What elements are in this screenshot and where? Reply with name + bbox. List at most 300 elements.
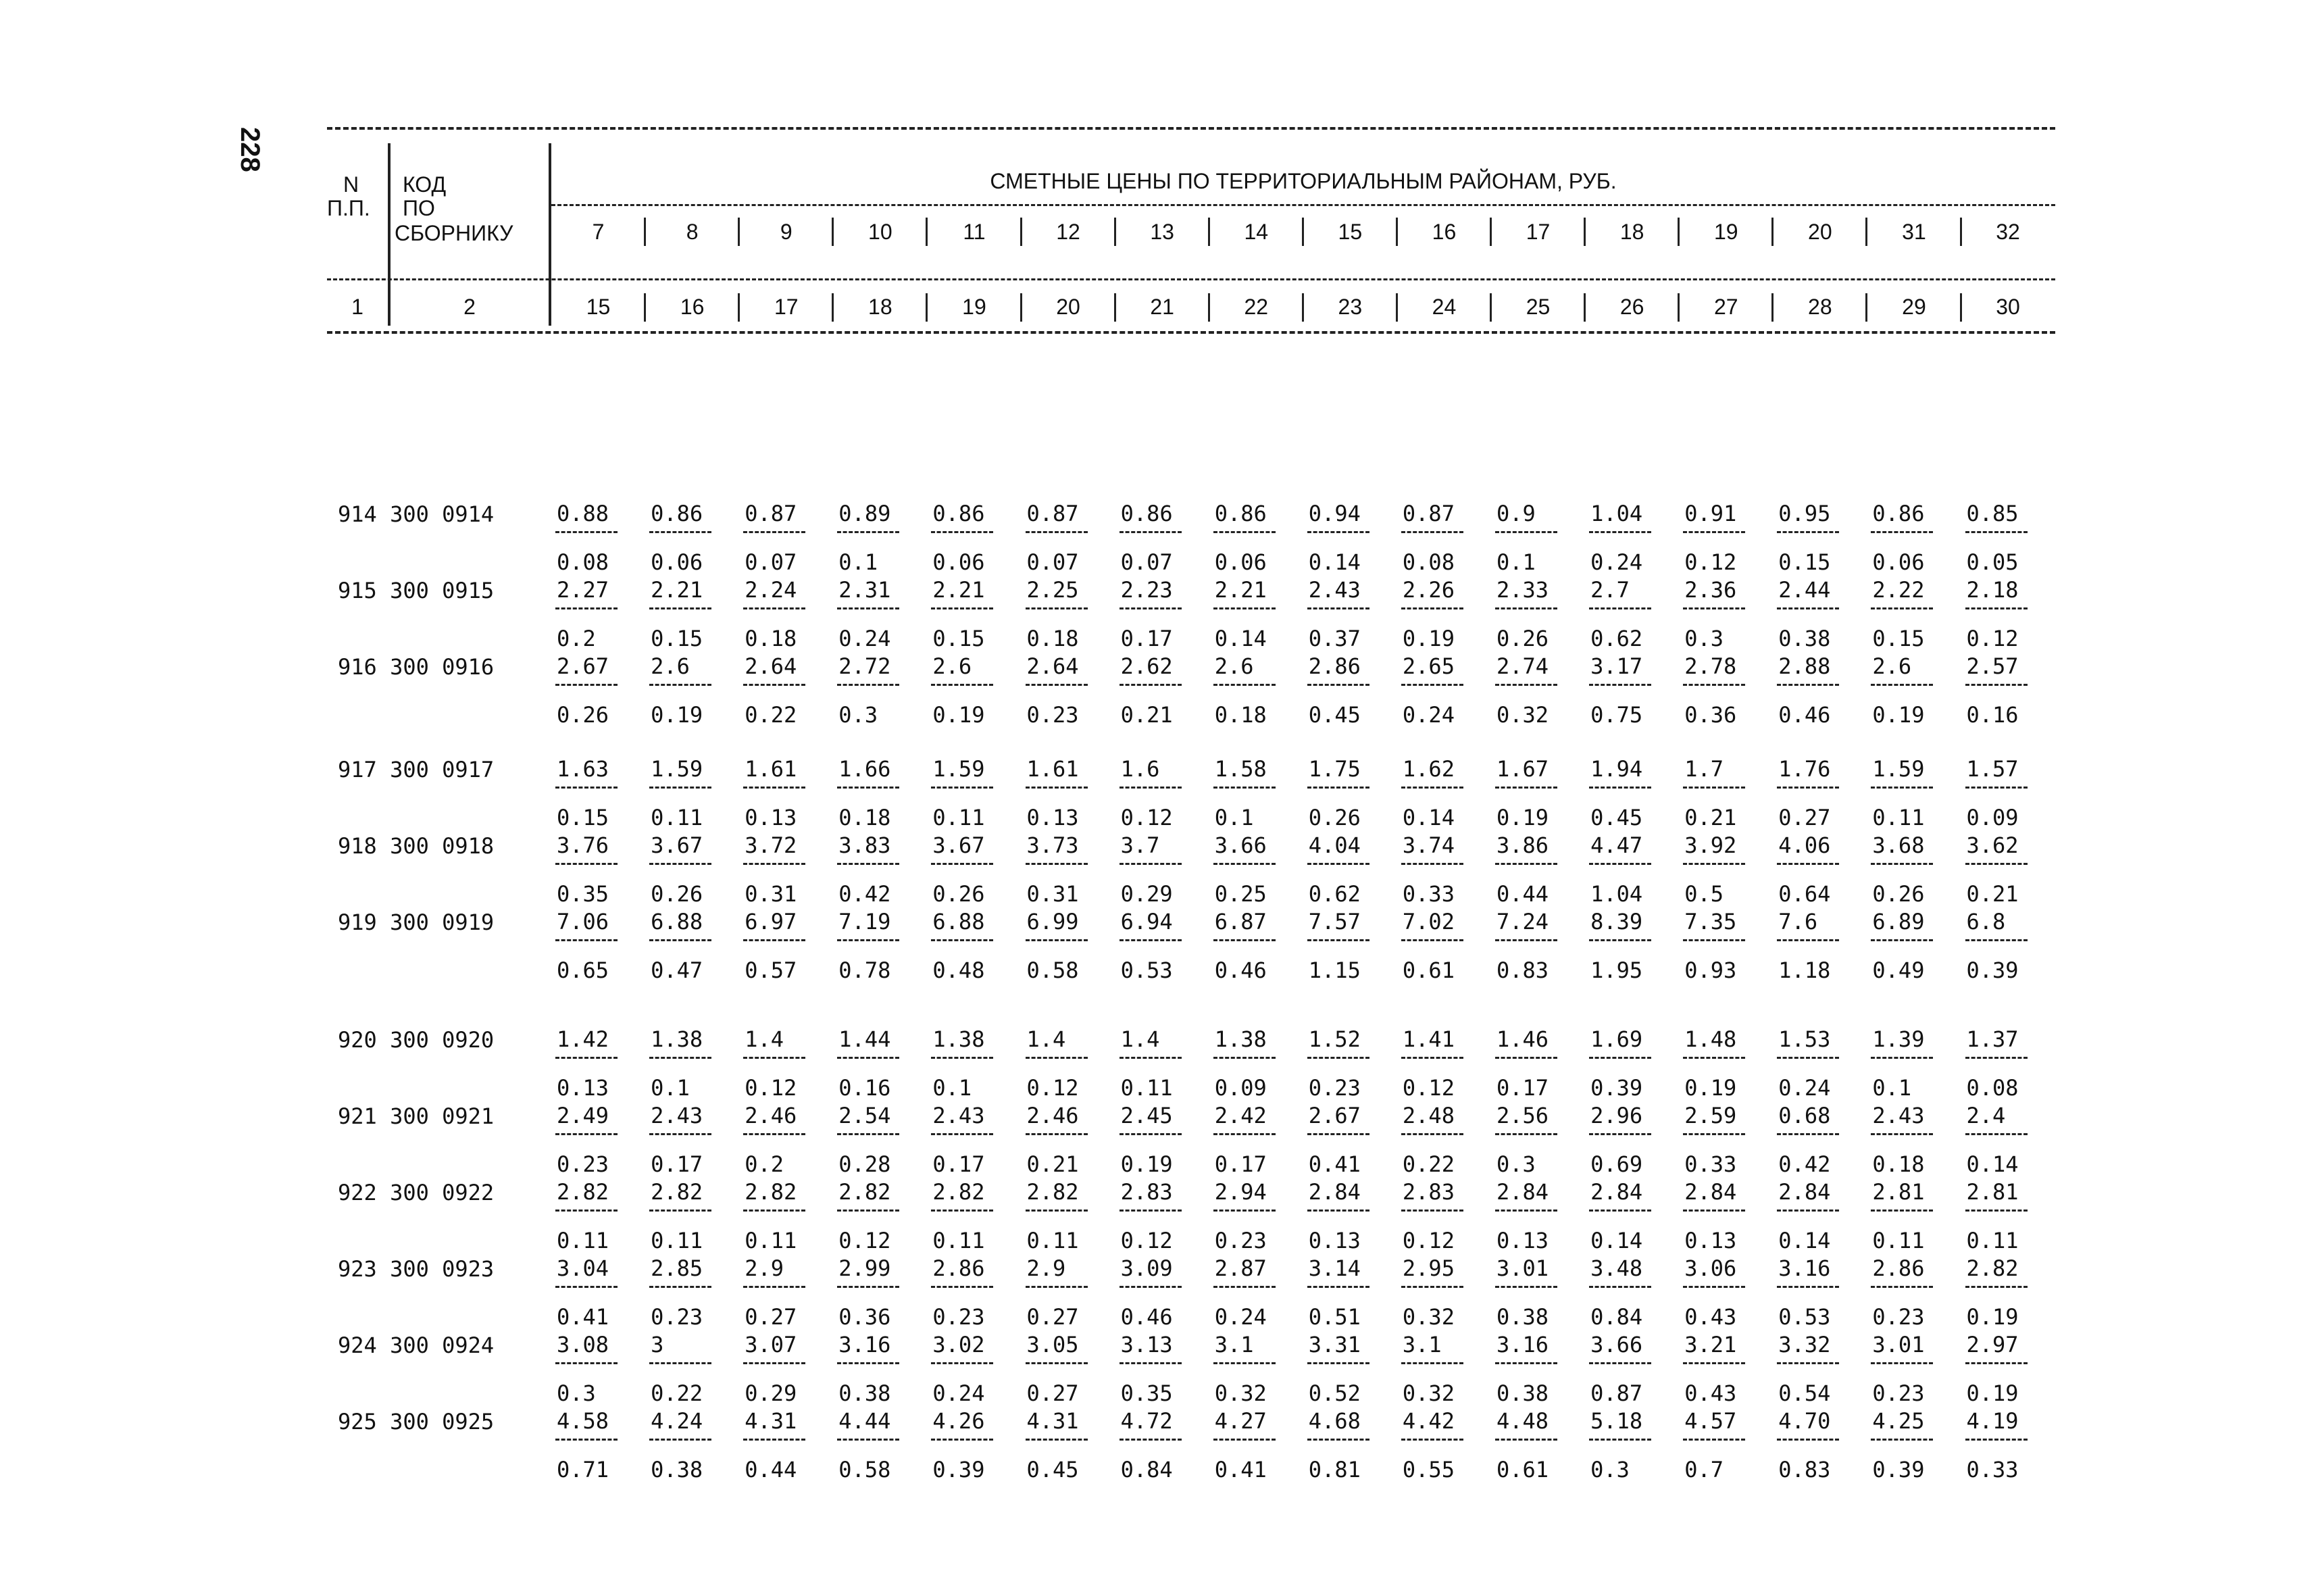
price-bottom-value: 0.15 — [932, 626, 985, 651]
price-bottom-value: 0.25 — [1214, 881, 1267, 907]
price-top-value: 2.44 — [1778, 577, 1831, 603]
price-top-value: 7.06 — [557, 909, 609, 934]
price-bottom-value: 0.26 — [932, 881, 985, 907]
fraction-dash — [1871, 1362, 1933, 1364]
price-bottom-value: 0.23 — [651, 1304, 703, 1330]
fraction-dash — [1026, 1439, 1088, 1441]
price-bottom-value: 0.45 — [1026, 1457, 1079, 1482]
price-top-value: 2.18 — [1966, 577, 2019, 603]
price-top-value: 3.1 — [1214, 1332, 1254, 1357]
fraction-dash — [649, 1133, 711, 1135]
fraction-dash — [1777, 531, 1839, 533]
price-top-value: 0.88 — [557, 501, 609, 526]
price-bottom-value: 0.07 — [745, 549, 797, 575]
fraction-dash — [1589, 1439, 1651, 1441]
price-bottom-value: 0.22 — [651, 1380, 703, 1406]
price-top-value: 0.87 — [745, 501, 797, 526]
district-colnum-30: 30 — [1996, 295, 2020, 319]
price-bottom-value: 0.7 — [1684, 1457, 1724, 1482]
price-bottom-value: 0.18 — [745, 626, 797, 651]
price-bottom-value: 0.24 — [1778, 1075, 1831, 1101]
price-bottom-value: 0.35 — [557, 881, 609, 907]
fraction-dash — [1777, 1057, 1839, 1059]
row-code-label: 920 300 0920 — [338, 1027, 495, 1053]
fraction-dash — [1495, 787, 1557, 789]
fraction-dash — [1683, 1057, 1745, 1059]
header-district-sep-bottom — [1865, 293, 1867, 322]
header-district-sep-bottom — [832, 293, 834, 322]
price-bottom-value: 0.11 — [651, 805, 703, 830]
fraction-dash — [1401, 1439, 1463, 1441]
header-district-sep-bottom — [1584, 293, 1586, 322]
fraction-dash — [1965, 939, 2028, 941]
price-bottom-value: 0.14 — [1308, 549, 1361, 575]
price-bottom-value: 0.19 — [932, 702, 985, 728]
fraction-dash — [1871, 1439, 1933, 1441]
price-bottom-value: 0.61 — [1402, 957, 1455, 983]
price-top-value: 2.96 — [1590, 1103, 1643, 1128]
price-top-value: 2.81 — [1872, 1179, 1925, 1205]
price-top-value: 2.81 — [1966, 1179, 2019, 1205]
fraction-dash — [1965, 787, 2028, 789]
price-bottom-value: 0.33 — [1966, 1457, 2019, 1482]
price-top-value: 3.13 — [1120, 1332, 1173, 1357]
price-bottom-value: 0.26 — [1496, 626, 1549, 651]
price-bottom-value: 0.18 — [838, 805, 891, 830]
row-code-label: 915 300 0915 — [338, 578, 495, 603]
price-bottom-value: 0.39 — [932, 1457, 985, 1482]
price-bottom-value: 1.15 — [1308, 957, 1361, 983]
price-top-value: 2.26 — [1402, 577, 1455, 603]
header-district-sep-top — [1865, 218, 1867, 246]
district-header-32: 32 — [1996, 220, 2020, 244]
price-top-value: 4.25 — [1872, 1408, 1925, 1434]
fraction-dash — [931, 1210, 993, 1212]
fraction-dash — [837, 1362, 899, 1364]
price-bottom-value: 0.12 — [838, 1228, 891, 1253]
price-top-value: 2.48 — [1402, 1103, 1455, 1128]
fraction-dash — [743, 1057, 805, 1059]
fraction-dash — [1871, 684, 1933, 686]
header-district-sep-top — [1678, 218, 1680, 246]
price-bottom-value: 0.12 — [1120, 805, 1173, 830]
price-bottom-value: 0.62 — [1590, 626, 1643, 651]
price-top-value: 1.57 — [1966, 756, 2019, 782]
price-bottom-value: 0.47 — [651, 957, 703, 983]
row-code-label: 922 300 0922 — [338, 1180, 495, 1205]
header-code-line2: ПО — [403, 196, 435, 220]
colnum-1: 1 — [351, 295, 363, 319]
price-top-value: 2.31 — [838, 577, 891, 603]
fraction-dash — [1213, 1286, 1276, 1288]
fraction-dash — [837, 684, 899, 686]
price-bottom-value: 0.18 — [1026, 626, 1079, 651]
price-top-value: 4.44 — [838, 1408, 891, 1434]
price-bottom-value: 0.27 — [1026, 1380, 1079, 1406]
price-bottom-value: 0.19 — [1496, 805, 1549, 830]
price-bottom-value: 0.3 — [1590, 1457, 1630, 1482]
price-top-value: 2.84 — [1684, 1179, 1737, 1205]
price-top-value: 8.39 — [1590, 909, 1643, 934]
price-bottom-value: 0.38 — [1496, 1304, 1549, 1330]
fraction-dash — [931, 787, 993, 789]
district-colnum-17: 17 — [774, 295, 799, 319]
header-top-rule — [327, 127, 2055, 130]
fraction-dash — [555, 607, 618, 609]
district-header-13: 13 — [1150, 220, 1174, 244]
header-district-sep-bottom — [1960, 293, 1962, 322]
price-top-value: 1.66 — [838, 756, 891, 782]
price-bottom-value: 0.16 — [838, 1075, 891, 1101]
header-district-sep-top — [644, 218, 646, 246]
fraction-dash — [1026, 1210, 1088, 1212]
fraction-dash — [1026, 1362, 1088, 1364]
price-top-value: 0.87 — [1402, 501, 1455, 526]
price-bottom-value: 0.13 — [1026, 805, 1079, 830]
header-district-sep-top — [1771, 218, 1774, 246]
fraction-dash — [1213, 1362, 1276, 1364]
fraction-dash — [1589, 1362, 1651, 1364]
page-number: 228 — [235, 127, 265, 172]
price-top-value: 5.18 — [1590, 1408, 1643, 1434]
price-top-value: 3.32 — [1778, 1332, 1831, 1357]
fraction-dash — [1401, 939, 1463, 941]
district-colnum-23: 23 — [1338, 295, 1363, 319]
price-bottom-value: 0.15 — [1778, 549, 1831, 575]
price-bottom-value: 0.2 — [745, 1151, 784, 1177]
fraction-dash — [1120, 1362, 1182, 1364]
price-bottom-value: 0.17 — [932, 1151, 985, 1177]
fraction-dash — [1401, 531, 1463, 533]
price-bottom-value: 0.26 — [557, 702, 609, 728]
fraction-dash — [1120, 684, 1182, 686]
price-top-value: 1.69 — [1590, 1026, 1643, 1052]
district-colnum-15: 15 — [586, 295, 611, 319]
header-district-sep-bottom — [1208, 293, 1210, 322]
price-top-value: 1.59 — [651, 756, 703, 782]
price-bottom-value: 0.14 — [1402, 805, 1455, 830]
price-top-value: 2.22 — [1872, 577, 1925, 603]
fraction-dash — [1965, 684, 2028, 686]
fraction-dash — [837, 1133, 899, 1135]
district-header-14: 14 — [1244, 220, 1269, 244]
price-bottom-value: 0.18 — [1872, 1151, 1925, 1177]
district-header-15: 15 — [1338, 220, 1363, 244]
fraction-dash — [1213, 787, 1276, 789]
price-bottom-value: 0.19 — [1966, 1304, 2019, 1330]
price-top-value: 6.89 — [1872, 909, 1925, 934]
price-bottom-value: 0.29 — [1120, 881, 1173, 907]
price-top-value: 2.72 — [838, 653, 891, 679]
price-bottom-value: 0.06 — [1214, 549, 1267, 575]
fraction-dash — [1683, 684, 1745, 686]
price-bottom-value: 0.24 — [1402, 702, 1455, 728]
price-top-value: 3.16 — [1778, 1255, 1831, 1281]
fraction-dash — [1871, 607, 1933, 609]
price-top-value: 3 — [651, 1332, 664, 1357]
price-top-value: 2.54 — [838, 1103, 891, 1128]
header-district-sep-top — [1208, 218, 1210, 246]
price-top-value: 7.19 — [838, 909, 891, 934]
fraction-dash — [1777, 684, 1839, 686]
price-top-value: 0.94 — [1308, 501, 1361, 526]
price-bottom-value: 0.23 — [1026, 702, 1079, 728]
price-top-value: 1.38 — [1214, 1026, 1267, 1052]
price-bottom-value: 0.87 — [1590, 1380, 1643, 1406]
price-bottom-value: 0.19 — [1966, 1380, 2019, 1406]
fraction-dash — [1401, 1362, 1463, 1364]
price-bottom-value: 0.12 — [1966, 626, 2019, 651]
price-bottom-value: 0.3 — [1496, 1151, 1536, 1177]
price-top-value: 2.84 — [1590, 1179, 1643, 1205]
price-top-value: 2.83 — [1120, 1179, 1173, 1205]
district-header-17: 17 — [1526, 220, 1551, 244]
price-top-value: 2.82 — [745, 1179, 797, 1205]
fraction-dash — [1307, 787, 1369, 789]
price-bottom-value: 0.3 — [838, 702, 878, 728]
price-bottom-value: 0.45 — [1308, 702, 1361, 728]
district-colnum-18: 18 — [868, 295, 892, 319]
fraction-dash — [1777, 1439, 1839, 1441]
fraction-dash — [1026, 531, 1088, 533]
price-top-value: 6.97 — [745, 909, 797, 934]
price-bottom-value: 0.65 — [557, 957, 609, 983]
price-top-value: 3.72 — [745, 832, 797, 858]
price-top-value: 2.95 — [1402, 1255, 1455, 1281]
price-top-value: 1.63 — [557, 756, 609, 782]
price-bottom-value: 0.33 — [1402, 881, 1455, 907]
fraction-dash — [1495, 684, 1557, 686]
district-header-12: 12 — [1056, 220, 1080, 244]
price-bottom-value: 0.81 — [1308, 1457, 1361, 1482]
price-top-value: 2.36 — [1684, 577, 1737, 603]
price-top-value: 2.83 — [1402, 1179, 1455, 1205]
row-code-label: 916 300 0916 — [338, 654, 495, 680]
fraction-dash — [649, 531, 711, 533]
price-bottom-value: 0.84 — [1120, 1457, 1173, 1482]
price-bottom-value: 0.55 — [1402, 1457, 1455, 1482]
header-district-sep-top — [832, 218, 834, 246]
district-colnum-28: 28 — [1808, 295, 1832, 319]
price-bottom-value: 0.2 — [557, 626, 596, 651]
district-colnum-19: 19 — [962, 295, 986, 319]
fraction-dash — [1965, 863, 2028, 865]
price-top-value: 3.7 — [1120, 832, 1160, 858]
price-top-value: 2.43 — [651, 1103, 703, 1128]
fraction-dash — [1589, 1210, 1651, 1212]
price-top-value: 1.62 — [1402, 756, 1455, 782]
price-top-value: 2.21 — [1214, 577, 1267, 603]
price-bottom-value: 0.06 — [651, 549, 703, 575]
price-bottom-value: 0.12 — [1402, 1075, 1455, 1101]
price-top-value: 3.86 — [1496, 832, 1549, 858]
district-colnum-29: 29 — [1902, 295, 1926, 319]
row-code-label: 917 300 0917 — [338, 757, 495, 782]
fraction-dash — [649, 607, 711, 609]
price-bottom-value: 0.19 — [1402, 626, 1455, 651]
price-top-value: 4.58 — [557, 1408, 609, 1434]
price-bottom-value: 0.23 — [1872, 1380, 1925, 1406]
header-district-sep-bottom — [1678, 293, 1680, 322]
price-bottom-value: 0.13 — [1684, 1228, 1737, 1253]
price-top-value: 2.56 — [1496, 1103, 1549, 1128]
price-top-value: 1.52 — [1308, 1026, 1361, 1052]
fraction-dash — [1683, 787, 1745, 789]
price-top-value: 2.82 — [932, 1179, 985, 1205]
header-district-sep-top — [1396, 218, 1398, 246]
fraction-dash — [743, 607, 805, 609]
price-bottom-value: 0.13 — [1308, 1228, 1361, 1253]
fraction-dash — [743, 1210, 805, 1212]
price-top-value: 1.67 — [1496, 756, 1549, 782]
price-top-value: 1.39 — [1872, 1026, 1925, 1052]
price-top-value: 2.84 — [1308, 1179, 1361, 1205]
price-bottom-value: 0.26 — [1872, 881, 1925, 907]
fraction-dash — [1026, 607, 1088, 609]
price-top-value: 0.86 — [1214, 501, 1267, 526]
price-top-value: 2.85 — [651, 1255, 703, 1281]
fraction-dash — [555, 1439, 618, 1441]
fraction-dash — [837, 1210, 899, 1212]
price-bottom-value: 0.07 — [1120, 549, 1173, 575]
fraction-dash — [1683, 1439, 1745, 1441]
row-code-label: 921 300 0921 — [338, 1103, 495, 1129]
fraction-dash — [1777, 787, 1839, 789]
fraction-dash — [1213, 939, 1276, 941]
price-bottom-value: 0.1 — [1872, 1075, 1912, 1101]
price-bottom-value: 1.95 — [1590, 957, 1643, 983]
header-n-label: N — [343, 172, 359, 197]
price-top-value: 6.88 — [932, 909, 985, 934]
price-top-value: 2.87 — [1214, 1255, 1267, 1281]
price-bottom-value: 0.38 — [1496, 1380, 1549, 1406]
price-top-value: 2.33 — [1496, 577, 1549, 603]
price-bottom-value: 0.24 — [1590, 549, 1643, 575]
fraction-dash — [1213, 1057, 1276, 1059]
fraction-dash — [837, 531, 899, 533]
fraction-dash — [555, 863, 618, 865]
price-bottom-value: 0.15 — [651, 626, 703, 651]
price-bottom-value: 0.53 — [1120, 957, 1173, 983]
fraction-dash — [1307, 1286, 1369, 1288]
price-top-value: 1.48 — [1684, 1026, 1737, 1052]
header-district-sep-top — [1114, 218, 1116, 246]
fraction-dash — [1683, 863, 1745, 865]
district-colnum-24: 24 — [1432, 295, 1457, 319]
price-bottom-value: 0.09 — [1966, 805, 2019, 830]
header-district-sep-bottom — [1771, 293, 1774, 322]
price-top-value: 2.86 — [1308, 653, 1361, 679]
price-bottom-value: 0.64 — [1778, 881, 1831, 907]
price-top-value: 0.86 — [1120, 501, 1173, 526]
price-top-value: 4.26 — [932, 1408, 985, 1434]
header-district-sep-top — [1302, 218, 1304, 246]
price-bottom-value: 0.14 — [1214, 626, 1267, 651]
price-bottom-value: 0.3 — [1684, 626, 1724, 651]
price-top-value: 1.6 — [1120, 756, 1160, 782]
price-bottom-value: 0.1 — [651, 1075, 690, 1101]
price-top-value: 6.8 — [1966, 909, 2006, 934]
district-colnum-26: 26 — [1619, 295, 1644, 319]
district-colnum-16: 16 — [680, 295, 705, 319]
header-code-line1: КОД — [403, 172, 447, 197]
fraction-dash — [1307, 607, 1369, 609]
price-bottom-value: 0.36 — [838, 1304, 891, 1330]
price-bottom-value: 0.52 — [1308, 1380, 1361, 1406]
price-top-value: 2.86 — [932, 1255, 985, 1281]
header-district-sep-top — [1960, 218, 1962, 246]
price-bottom-value: 0.38 — [1778, 626, 1831, 651]
price-top-value: 1.61 — [745, 756, 797, 782]
fraction-dash — [1777, 863, 1839, 865]
price-top-value: 2.64 — [1026, 653, 1079, 679]
price-bottom-value: 0.58 — [838, 1457, 891, 1482]
price-top-value: 3.06 — [1684, 1255, 1737, 1281]
price-bottom-value: 0.21 — [1120, 702, 1173, 728]
fraction-dash — [1965, 1439, 2028, 1441]
fraction-dash — [931, 1439, 993, 1441]
price-bottom-value: 0.28 — [838, 1151, 891, 1177]
price-top-value: 1.4 — [745, 1026, 784, 1052]
fraction-dash — [1026, 863, 1088, 865]
district-header-18: 18 — [1619, 220, 1644, 244]
fraction-dash — [1777, 607, 1839, 609]
price-bottom-value: 0.27 — [1026, 1304, 1079, 1330]
header-bottom-rule — [327, 331, 2055, 334]
fraction-dash — [837, 607, 899, 609]
price-bottom-value: 0.11 — [651, 1228, 703, 1253]
price-top-value: 4.48 — [1496, 1408, 1549, 1434]
price-top-value: 2.64 — [745, 653, 797, 679]
price-top-value: 4.24 — [651, 1408, 703, 1434]
district-header-19: 19 — [1713, 220, 1738, 244]
price-bottom-value: 0.19 — [651, 702, 703, 728]
fraction-dash — [649, 684, 711, 686]
price-bottom-value: 0.78 — [838, 957, 891, 983]
price-bottom-value: 0.11 — [932, 805, 985, 830]
price-bottom-value: 0.38 — [838, 1380, 891, 1406]
fraction-dash — [743, 1362, 805, 1364]
fraction-dash — [743, 863, 805, 865]
price-top-value: 0.86 — [1872, 501, 1925, 526]
fraction-dash — [1871, 1133, 1933, 1135]
header-colnum-rule — [327, 278, 2055, 280]
fraction-dash — [1871, 1210, 1933, 1212]
price-bottom-value: 0.23 — [1872, 1304, 1925, 1330]
fraction-dash — [837, 1286, 899, 1288]
price-top-value: 3.01 — [1872, 1332, 1925, 1357]
price-bottom-value: 0.11 — [1966, 1228, 2019, 1253]
fraction-dash — [1683, 1133, 1745, 1135]
fraction-dash — [1777, 1133, 1839, 1135]
price-top-value: 2.99 — [838, 1255, 891, 1281]
price-bottom-value: 0.49 — [1872, 957, 1925, 983]
header-district-sep-top — [1584, 218, 1586, 246]
price-top-value: 3.09 — [1120, 1255, 1173, 1281]
price-top-value: 2.67 — [557, 653, 609, 679]
price-bottom-value: 0.21 — [1026, 1151, 1079, 1177]
row-code-label: 918 300 0918 — [338, 833, 495, 859]
header-district-sep-bottom — [1396, 293, 1398, 322]
price-bottom-value: 0.5 — [1684, 881, 1724, 907]
fraction-dash — [1026, 939, 1088, 941]
price-bottom-value: 0.14 — [1590, 1228, 1643, 1253]
fraction-dash — [1401, 1210, 1463, 1212]
price-top-value: 2.7 — [1590, 577, 1630, 603]
price-top-value: 1.42 — [557, 1026, 609, 1052]
price-top-value: 2.84 — [1496, 1179, 1549, 1205]
fraction-dash — [743, 531, 805, 533]
